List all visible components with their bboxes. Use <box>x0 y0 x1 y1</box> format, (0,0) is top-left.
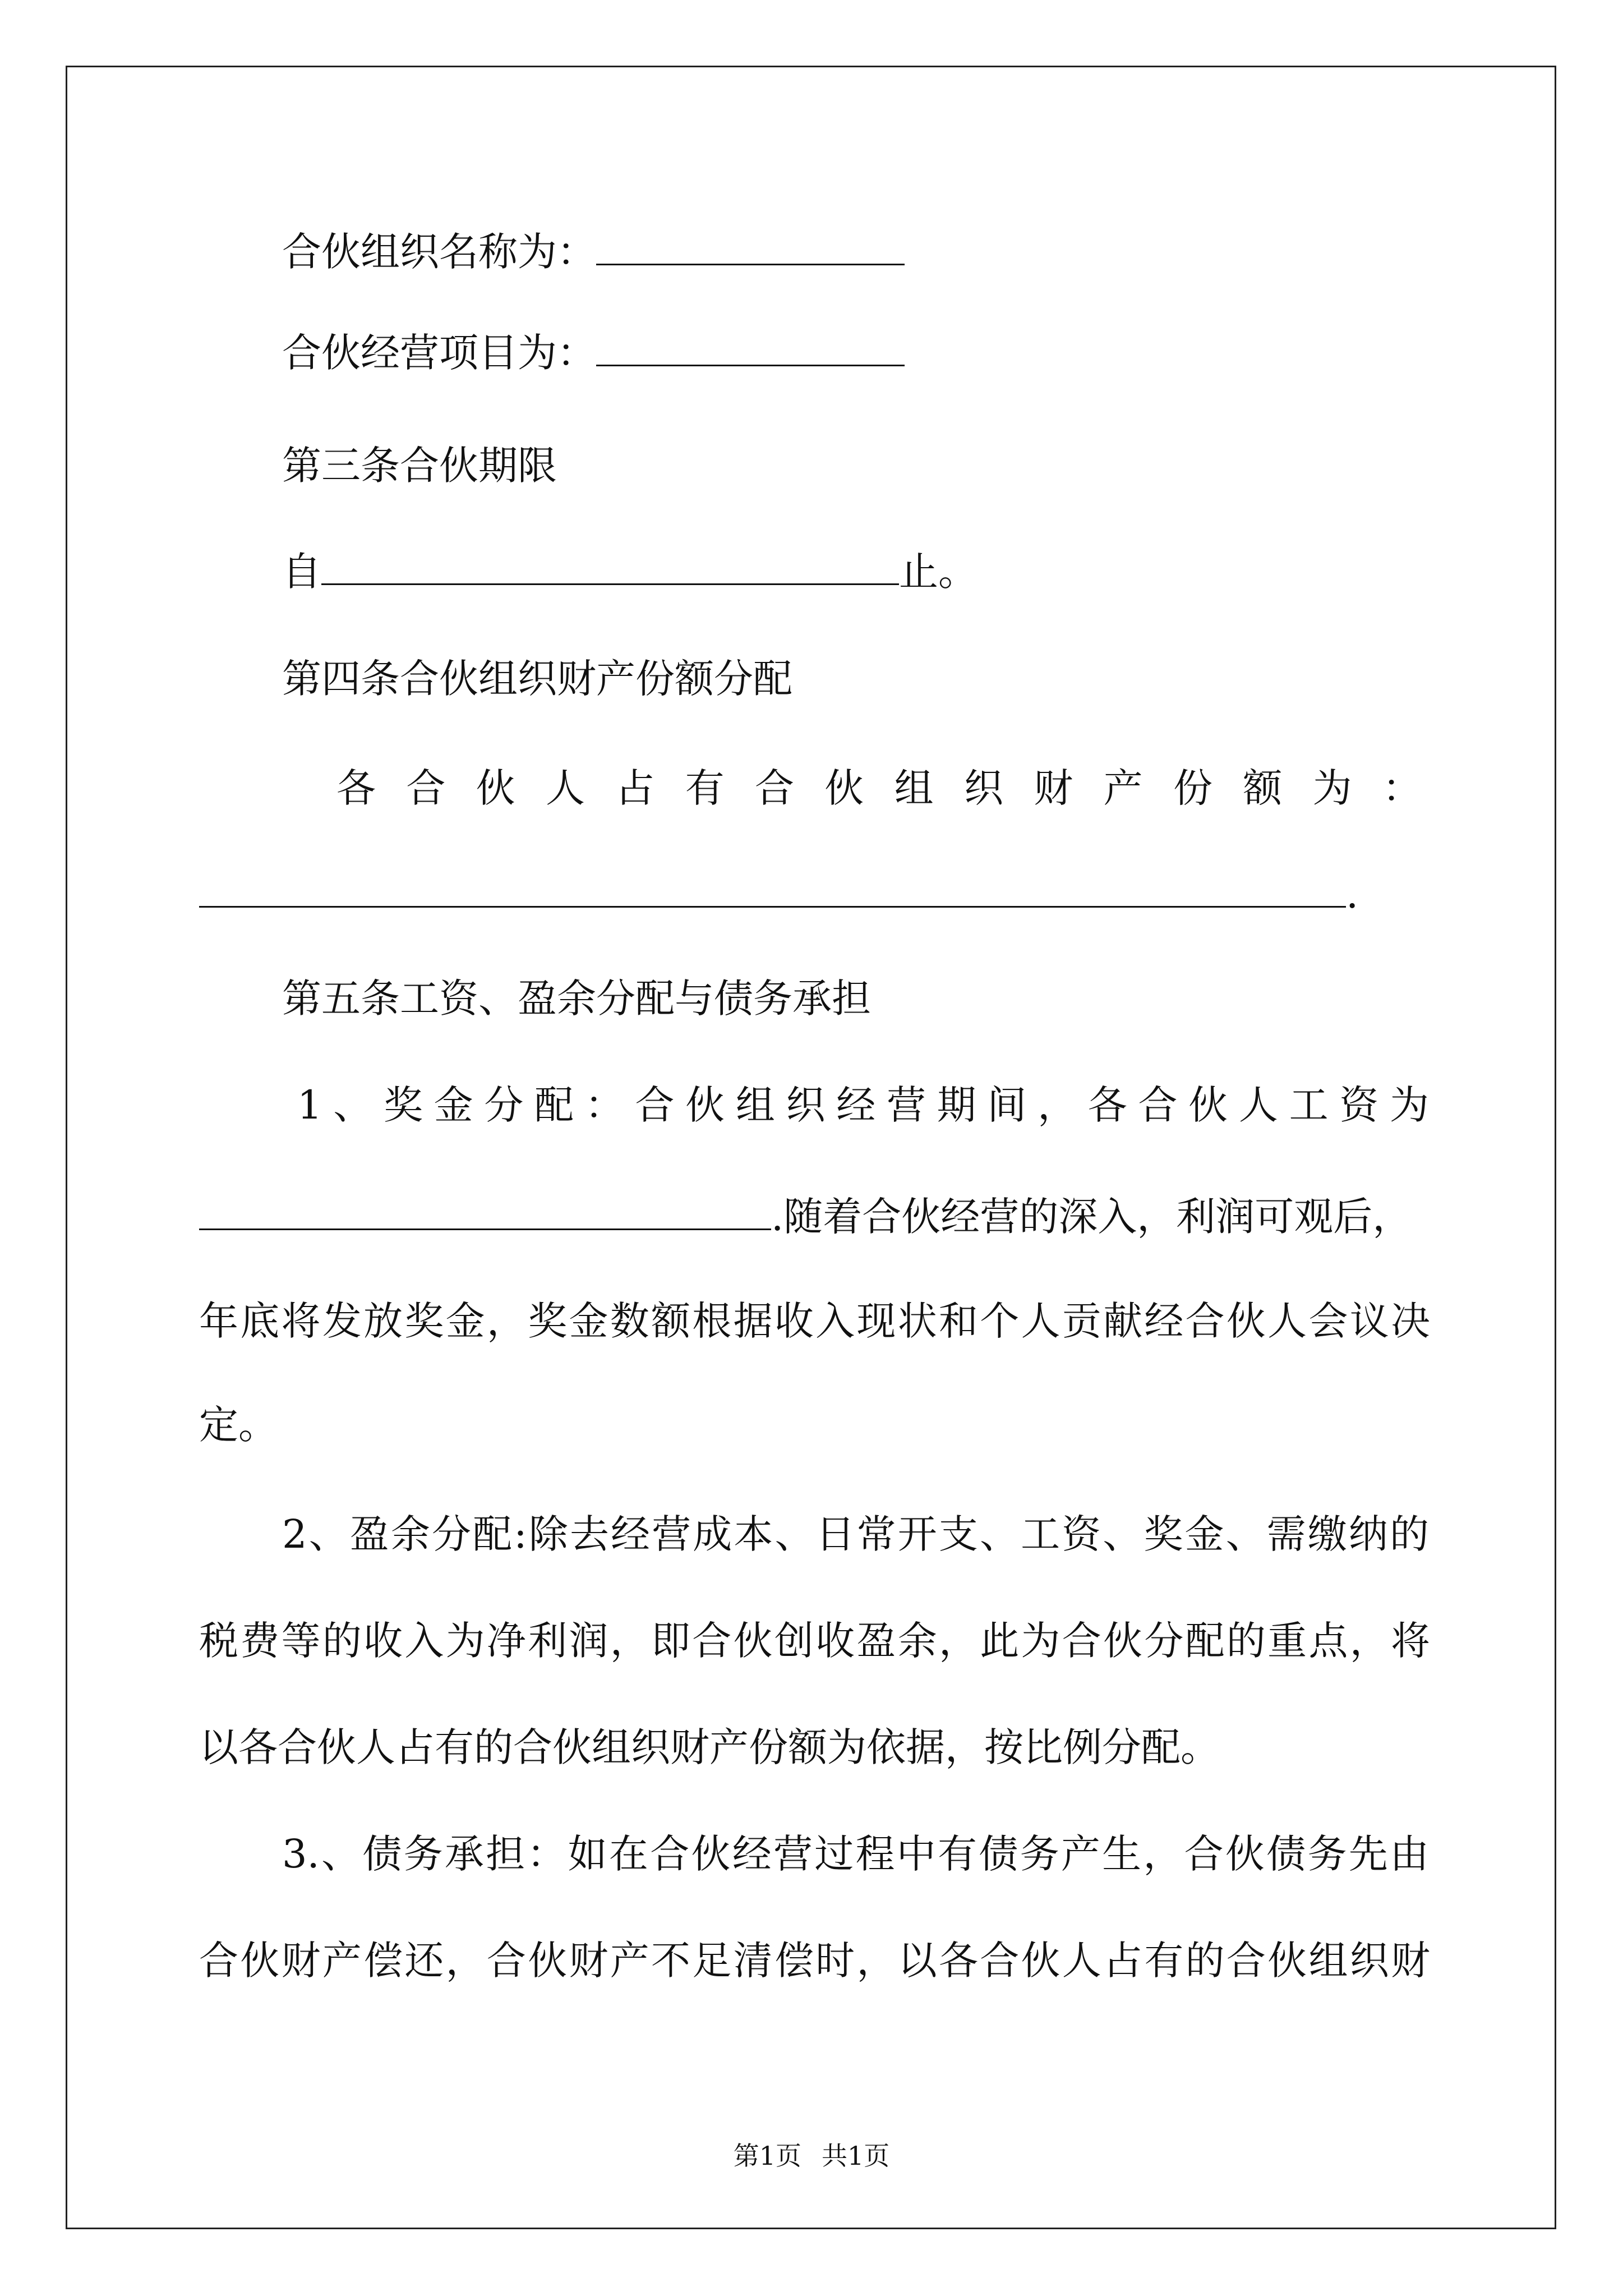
bonus-para-line-2-text: .随着合伙经营的深入，利润可观后， <box>771 1194 1412 1240</box>
article-4-heading: 第四条合伙组织财产份额分配 <box>282 656 792 702</box>
share-allocation-char: 织 <box>963 765 1003 811</box>
share-blank-line <box>199 871 1359 917</box>
share-blank[interactable] <box>199 872 1346 908</box>
org-name-blank[interactable] <box>596 230 905 265</box>
page-total: 共1页 <box>822 2141 890 2171</box>
bonus-para-line-2 <box>199 1194 1412 1240</box>
share-allocation-char: 额 <box>1243 765 1283 811</box>
share-allocation-char: 组 <box>894 765 934 811</box>
share-allocation-char: 伙 <box>824 765 864 811</box>
term-suffix: 止。 <box>899 549 978 595</box>
salary-blank[interactable] <box>199 1195 771 1230</box>
bonus-para-line-4: 定。 <box>199 1402 278 1448</box>
share-allocation-char: 人 <box>545 765 585 811</box>
term-prefix: 自 <box>282 549 321 595</box>
org-name-line <box>282 229 905 275</box>
share-allocation-char: 伙 <box>476 765 515 811</box>
bonus-para-line-3: 年底将发放奖金，奖金数额根据收入现状和个人贡献经合伙人会议决 <box>199 1298 1430 1344</box>
share-allocation-char: ： <box>1382 765 1422 811</box>
business-item-blank[interactable] <box>596 331 905 366</box>
bonus-para-line-1: 1、奖金分配：合伙组织经营期间，各合伙人工资为 <box>297 1082 1429 1128</box>
share-allocation-char: 有 <box>685 765 725 811</box>
debt-para-line-1: 3.、债务承担：如在合伙经营过程中有债务产生，合伙债务先由 <box>282 1831 1429 1877</box>
share-allocation-char: 为 <box>1312 765 1352 811</box>
page-border <box>66 66 1556 2229</box>
surplus-para-line-1: 2、盈余分配:除去经营成本、日常开支、工资、奖金、需缴纳的 <box>282 1511 1429 1557</box>
share-allocation-char: 各 <box>336 765 376 811</box>
share-allocation-char: 合 <box>406 765 446 811</box>
surplus-para-line-2: 税费等的收入为净利润，即合伙创收盈余，此为合伙分配的重点，将 <box>199 1618 1430 1664</box>
share-allocation-char: 产 <box>1103 765 1143 811</box>
article-3-heading: 第三条合伙期限 <box>282 443 557 489</box>
org-name-label: 合伙组织名称为： <box>282 229 596 275</box>
page-footer <box>0 2143 1623 2169</box>
debt-para-line-2: 合伙财产偿还，合伙财产不足清偿时，以各合伙人占有的合伙组织财 <box>199 1938 1430 1984</box>
business-item-label: 合伙经营项目为： <box>282 330 596 376</box>
term-line <box>282 549 978 595</box>
surplus-para-line-3: 以各合伙人占有的合伙组织财产份额为依据，按比例分配。 <box>199 1724 1220 1770</box>
page-number: 第1页 <box>733 2141 801 2171</box>
business-item-line <box>282 330 905 376</box>
share-allocation-line <box>336 765 1422 811</box>
share-allocation-char: 占 <box>615 765 655 811</box>
share-blank-suffix: . <box>1346 871 1359 917</box>
share-allocation-char: 合 <box>754 765 794 811</box>
share-allocation-char: 财 <box>1034 765 1073 811</box>
share-allocation-char: 份 <box>1173 765 1212 811</box>
term-blank[interactable] <box>321 550 899 585</box>
article-5-heading: 第五条工资、盈余分配与债务承担 <box>282 976 871 1022</box>
